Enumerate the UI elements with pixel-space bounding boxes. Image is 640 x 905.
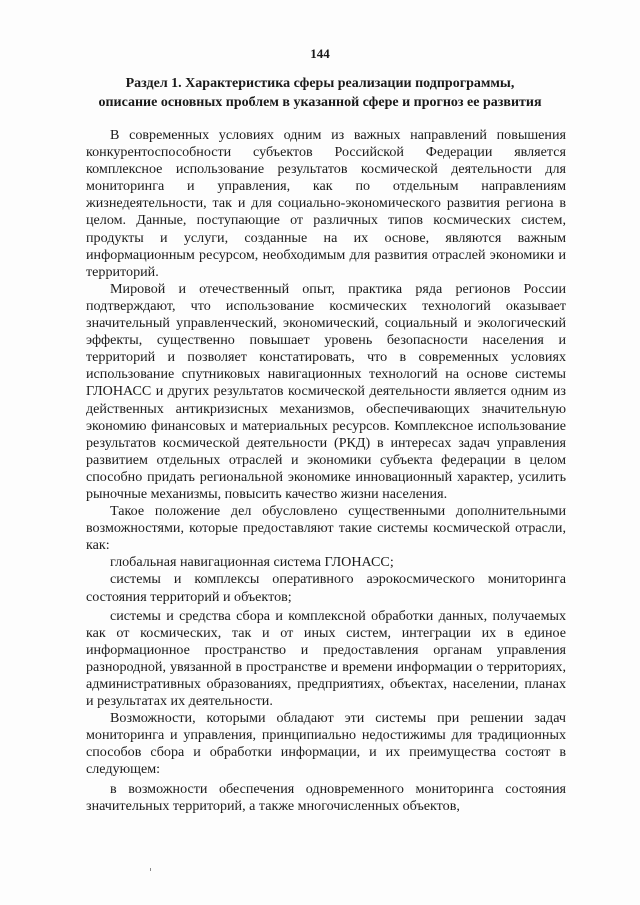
scan-mark [150, 868, 151, 871]
section-heading-line-1: Раздел 1. Характеристика сферы реализации подпрограммы, [125, 76, 515, 91]
paragraph: В современных условиях одним из важных направлений повышения конкурентоспособности субъектов Российской Федерации является комплексное использование результатов космической деятельности для мониторинга и управления, как по отдельным направлениям жизнедеятельности, так и для социально-экономического развития региона в целом. Данные, поступающие от различных типов космических систем, продукты и услуги, созданные на их основе, являются важным информационным ресурсом, необходимым для развития отраслей экономики и территорий. [86, 127, 566, 280]
list-item: системы и комплексы оперативного аэрокосмического мониторинга состояния территорий и объектов; [86, 571, 566, 605]
section-heading [80, 74, 560, 112]
body-text [86, 127, 566, 815]
section-heading-line-2: описание основных проблем в указанной сфере и прогноз ее развития [98, 95, 542, 110]
list-item: системы и средства сбора и комплексной обработки данных, получаемых как от космических, так и от иных систем, интеграции их в единое информационное пространство и предоставления органам управления разнородной, увязанной в пространстве и времени информации о территориях, административных образованиях, предприятиях, объектах, населении, планах и результатах их деятельности. [86, 607, 566, 710]
list-item: глобальная навигационная система ГЛОНАСС; [110, 554, 394, 571]
paragraph: Возможности, которыми обладают эти системы при решении задач мониторинга и управления, принципиально недостижимы для традиционных способов сбора и обработки информации, и их преимущества состоят в следующем: [86, 710, 566, 778]
page-number: 144 [310, 46, 330, 61]
paragraph: Мировой и отечественный опыт, практика ряда регионов России подтверждают, что использование космических технологий оказывает значительный управленческий, экономический, социальный и экологический эффекты, существенно повышает уровень безопасности населения и территорий и позволяет констатировать, что в современных условиях использование спутниковых навигационных технологий на основе системы ГЛОНАСС и других результатов космической деятельности является одним из действенных антикризисных механизмов, обеспечивающих значительную экономию финансовых и материальных ресурсов. Комплексное использование результатов космической деятельности (РКД) в интересах задач управления развитием отдельных отраслей и экономики субъекта федерации в целом способно придать региональной экономике инновационный характер, усилить рыночные механизмы, повысить качество жизни населения. [86, 280, 566, 502]
list-item: в возможности обеспечения одновременного мониторинга состояния значительных территорий, а также многочисленных объектов, [86, 780, 566, 814]
paragraph: Такое положение дел обусловлено существенными дополнительными возможностями, которые предоставляют такие системы космической отрасли, как: [86, 503, 566, 554]
